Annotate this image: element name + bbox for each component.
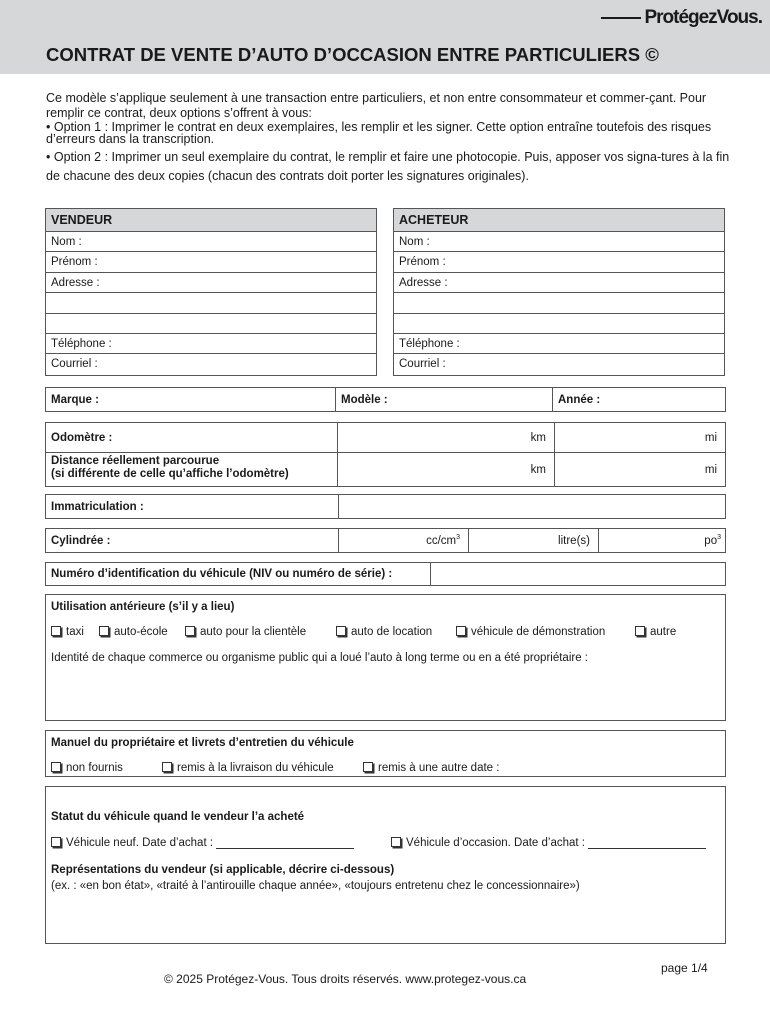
- representations-title: Représentations du vendeur (si applicable, décrire ci-dessous): [51, 864, 395, 876]
- odometer-table: [45, 422, 726, 487]
- odometer-km-field[interactable]: [338, 423, 555, 452]
- po-unit-text: po: [704, 534, 718, 547]
- year-field[interactable]: Année :: [558, 393, 601, 406]
- status-new-date-field[interactable]: [216, 838, 354, 849]
- displacement-litre-field[interactable]: [469, 529, 599, 552]
- displacement-label: Cylindrée :: [46, 529, 339, 552]
- prior-use-other[interactable]: [635, 626, 676, 638]
- prior-use-rental-label: auto de location: [351, 626, 433, 638]
- manual-title: Manuel du propriétaire et livrets d’entretien du véhicule: [51, 737, 354, 749]
- model-field[interactable]: Modèle :: [336, 388, 553, 411]
- checkbox-icon[interactable]: [99, 626, 109, 636]
- seller-section: [45, 208, 377, 376]
- cc-unit-exponent: 3: [456, 534, 460, 542]
- header-band: [0, 0, 770, 74]
- odometer-mi-field[interactable]: [555, 423, 725, 452]
- prior-use-rental[interactable]: [336, 626, 432, 638]
- odometer-label: Odomètre :: [46, 423, 338, 452]
- manual-not-provided[interactable]: [51, 762, 123, 774]
- seller-address-field[interactable]: Adresse :: [46, 273, 376, 293]
- intro-line: Ce modèle s’applique seulement à une transaction entre particuliers, et non entre consommateur et commer-çant. Pour remplir ce contrat, deux options s’offrent à vous:: [46, 91, 707, 120]
- brand-name: ProtégezVous.: [644, 7, 762, 28]
- buyer-phone-field[interactable]: Téléphone :: [394, 334, 724, 354]
- prior-use-driving-school-label: auto-école: [114, 626, 168, 638]
- status-used-date-field[interactable]: [588, 838, 706, 849]
- vin-label: Numéro d’identification du véhicule (NIV ou numéro de série) :: [46, 563, 431, 585]
- checkbox-icon[interactable]: [51, 837, 61, 847]
- seller-name-field[interactable]: Nom :: [46, 232, 376, 252]
- buyer-section: [393, 208, 725, 376]
- prior-use-demo[interactable]: [456, 626, 605, 638]
- brand-line: [601, 17, 641, 19]
- distance-label: [46, 453, 338, 486]
- buyer-email-field[interactable]: Courriel :: [399, 358, 446, 371]
- page-number: page 1/4: [661, 961, 708, 975]
- manual-at-delivery[interactable]: [162, 762, 334, 774]
- checkbox-icon[interactable]: [51, 762, 61, 772]
- checkbox-icon[interactable]: [363, 762, 373, 772]
- make-model-year-row: [45, 387, 726, 412]
- status-new-label: Véhicule neuf. Date d’achat :: [66, 837, 214, 849]
- displacement-po-field[interactable]: [599, 529, 725, 552]
- manual-other-date[interactable]: [363, 762, 499, 774]
- displacement-cc-field[interactable]: [339, 529, 469, 552]
- status-section: [45, 786, 726, 944]
- odometer-row: [46, 423, 725, 453]
- checkbox-icon[interactable]: [336, 626, 346, 636]
- prior-use-customer-car[interactable]: [185, 626, 306, 638]
- displacement-row: [45, 528, 726, 553]
- odometer-km-unit: km: [530, 431, 546, 444]
- checkbox-icon[interactable]: [185, 626, 195, 636]
- status-title: Statut du véhicule quand le vendeur l’a acheté: [51, 811, 305, 823]
- prior-use-taxi-label: taxi: [66, 626, 84, 638]
- checkbox-icon[interactable]: [391, 837, 401, 847]
- registration-label: Immatriculation :: [46, 495, 339, 518]
- prior-use-customer-car-label: auto pour la clientèle: [200, 626, 307, 638]
- buyer-title: ACHETEUR: [394, 209, 724, 232]
- buyer-address-line-2[interactable]: [394, 293, 724, 313]
- prior-use-identity-label: Identité de chaque commerce ou organisme public qui a loué l’auto à long terme ou en a été propriétaire :: [51, 652, 588, 664]
- registration-row: [45, 494, 726, 519]
- po-unit: [704, 534, 721, 547]
- intro-option-1: • Option 1 : Imprimer le contrat en deux exemplaires, les remplir et les signer. Cette option entraîne toutefois des risques d’erreurs dans la transcription.: [46, 120, 712, 146]
- vin-field[interactable]: [431, 563, 725, 585]
- intro-text: [46, 91, 730, 186]
- distance-mi-unit: mi: [704, 463, 717, 476]
- footer-copyright: © 2025 Protégez-Vous. Tous droits réservés. www.protegez-vous.ca: [164, 972, 527, 986]
- make-field[interactable]: Marque :: [46, 388, 336, 411]
- buyer-address-field[interactable]: Adresse :: [394, 273, 724, 293]
- seller-title: VENDEUR: [46, 209, 376, 232]
- distance-km-field[interactable]: [338, 453, 555, 486]
- seller-email-field[interactable]: Courriel :: [51, 358, 98, 371]
- checkbox-icon[interactable]: [635, 626, 645, 636]
- prior-use-taxi[interactable]: [51, 626, 84, 638]
- distance-km-unit: km: [530, 463, 546, 476]
- cc-unit-text: cc/cm: [426, 534, 457, 547]
- seller-phone-field[interactable]: Téléphone :: [46, 334, 376, 354]
- odometer-mi-unit: mi: [704, 431, 717, 444]
- status-used[interactable]: [391, 837, 706, 849]
- prior-use-driving-school[interactable]: [99, 626, 168, 638]
- seller-firstname-field[interactable]: Prénom :: [46, 252, 376, 272]
- prior-use-section: [45, 594, 726, 721]
- status-new[interactable]: [51, 837, 354, 849]
- checkbox-icon[interactable]: [456, 626, 466, 636]
- seller-address-line-3[interactable]: [46, 314, 376, 334]
- intro-option-2: • Option 2 : Imprimer un seul exemplaire du contrat, le remplir et faire une photocopie. Puis, apposer vos signa-tures à la fin de chacune des deux copies (chacun des contrats doit porter les signatures originales).: [46, 150, 730, 183]
- seller-address-line-2[interactable]: [46, 293, 376, 313]
- po-unit-exponent: 3: [717, 534, 721, 542]
- manual-not-provided-label: non fournis: [66, 762, 123, 774]
- litre-unit: litre(s): [558, 534, 590, 547]
- buyer-firstname-field[interactable]: Prénom :: [394, 252, 724, 272]
- distance-label-line-2: (si différente de celle qu’affiche l’odomètre): [51, 468, 289, 480]
- manual-other-date-label: remis à une autre date :: [378, 762, 500, 774]
- brand-logo: [601, 6, 762, 30]
- checkbox-icon[interactable]: [162, 762, 172, 772]
- prior-use-title: Utilisation antérieure (s’il y a lieu): [51, 601, 235, 613]
- checkbox-icon[interactable]: [51, 626, 61, 636]
- representations-example: (ex. : «en bon état», «traité à l’antirouille chaque année», «toujours entretenu chez le concessionnaire»): [51, 880, 580, 892]
- prior-use-demo-label: véhicule de démonstration: [471, 626, 606, 638]
- cc-unit: [426, 534, 460, 547]
- distance-row: [46, 453, 725, 486]
- manual-section: [45, 730, 726, 777]
- registration-field[interactable]: [339, 495, 725, 518]
- manual-at-delivery-label: remis à la livraison du véhicule: [177, 762, 334, 774]
- vin-row: [45, 562, 726, 586]
- buyer-name-field[interactable]: Nom :: [394, 232, 724, 252]
- buyer-address-line-3[interactable]: [394, 314, 724, 334]
- distance-label-line-1: Distance réellement parcourue: [51, 455, 220, 467]
- status-used-label: Véhicule d’occasion. Date d’achat :: [406, 837, 585, 849]
- distance-mi-field[interactable]: [555, 453, 725, 486]
- prior-use-other-label: autre: [650, 626, 677, 638]
- document-title: CONTRAT DE VENTE D’AUTO D’OCCASION ENTRE PARTICULIERS ©: [46, 44, 659, 65]
